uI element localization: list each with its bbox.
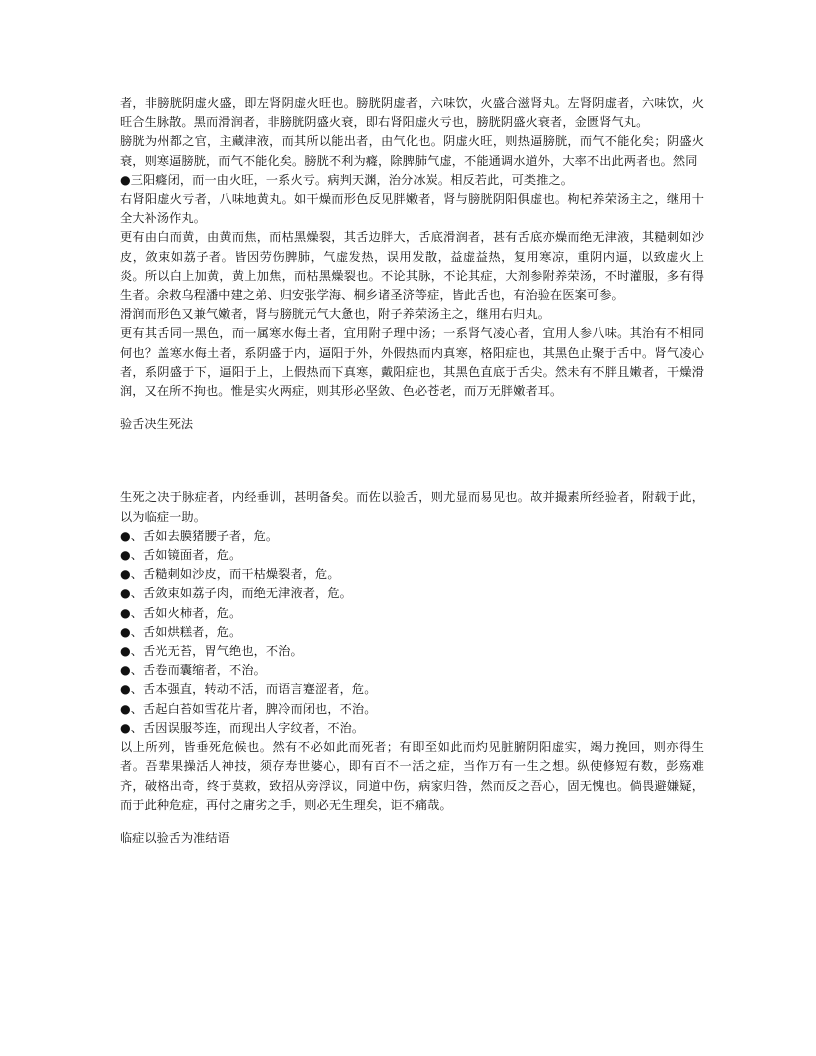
section-life-death-tongue (120, 488, 704, 814)
paragraph: 更有其舌同一黑色，而一属寒水侮土者，宜用附子理中汤；一系肾气凌心者，宜用人参八味。其治有不相同何也？盖寒水侮土者，系阴盛于内，逼阳于外，外假热而内真寒，格阳症也，其黑色止聚于舌中。肾气凌心者，系阴盛于下，逼阳于上，上假热而下真寒，戴阳症也，其黑色直底于舌尖。然未有不胖且嫩者，干燥滑润，又在所不拘也。惟是实火两症，则其形必坚敛、色必苍老，而万无胖嫩者耳。 (120, 326, 704, 399)
list-item: ●、舌起白苔如雪花片者，脾冷而闭也，不治。 (120, 701, 377, 716)
intro-paragraph: 生死之决于脉症者，内经垂训，甚明备矣。而佐以验舌，则尤显而易见也。故并撮素所经验者，附载于此，以为临症一助。 (120, 490, 704, 524)
list-item: ●、舌光无苔，胃气绝也，不治。 (120, 644, 303, 659)
paragraph: 膀胱为州都之官，主藏津液，而其所以能出者，由气化也。阴虚火旺，则热逼膀胱，而气不能化矣；阴盛火衰，则寒逼膀胱，而气不能化矣。膀胱不利为癃，除脾肺气虚，不能通调水道外，大率不出此两者也。然同 (120, 134, 704, 168)
paragraph: ●三阳癃闭，而一由火旺，一系火亏。病判天渊，治分冰炭。相反若此，可类推之。 (120, 172, 574, 187)
list-item: ●、舌糙刺如沙皮，而干枯燥裂者，危。 (120, 567, 340, 582)
list-item: ●、舌如火柿者，危。 (120, 605, 242, 620)
list-item: ●、舌卷而囊缩者，不治。 (120, 663, 266, 678)
paragraph: 者，非膀胱阴虚火盛，即左肾阴虚火旺也。膀胱阴虚者，六味饮，火盛合滋肾丸。左肾阴虚者，六味饮，火旺合生脉散。黑而滑润者，非膀胱阴盛火衰，即右肾阳虚火亏也，膀胱阴盛火衰者，金匮肾气丸。 (120, 96, 704, 130)
section-heading: 临症以验舌为准结语 (120, 830, 230, 845)
list-item: ●、舌如镜面者，危。 (120, 548, 242, 563)
paragraph: 更有由白而黄，由黄而焦，而枯黑燥裂，其舌边胖大，舌底滑润者，甚有舌底亦燥而绝无津液，其糙刺如沙皮，敛束如荔子者。皆因劳伤脾肺，气虚发热，误用发散，益虚益热，复用寒凉，重阴内逼，以致虚火上炎。所以白上加黄，黄上加焦，而枯黑燥裂也。不论其脉，不论其症，大剂参附养荣汤，不时灌服，多有得生者。余救乌程潘中建之弟、归安张学海、桐乡诸圣济等症，皆此舌也，有治验在医案可参。 (120, 230, 704, 303)
section-heading: 验舌决生死法 (120, 417, 194, 432)
list-item: ●、舌敛束如荔子肉，而绝无津液者，危。 (120, 586, 352, 601)
section-tongue-color-treatment (120, 94, 704, 401)
document-page (120, 94, 704, 848)
list-item: ●、舌本强直，转动不活，而语言蹇涩者，危。 (120, 682, 377, 697)
list-item: ●、舌因误服芩连，而现出人字纹者，不治。 (120, 720, 365, 735)
paragraph: 滑润而形色又兼气嫩者，肾与膀胱元气大惫也，附子养荣汤主之，继用右归丸。 (120, 307, 551, 322)
conclusion-paragraph: 以上所列，皆垂死危候也。然有不必如此而死者；有即至如此而灼见脏腑阴阳虚实，竭力挽回，则亦得生者。吾辈果操活人神技，须存寿世婆心，即有百不一活之症，当作万有一生之想。纵使修短有数，彭殇难齐，破格出奇，终于莫救，致招从旁浮议，同道中伤，病家归咎，然而反之吾心，固无愧也。倘畏避嫌疑，而于此种危症，再付之庸劣之手，则必无生理矣，讵不痛哉。 (120, 740, 704, 812)
paragraph: 右肾阳虚火亏者，八味地黄丸。如干燥而形色反见胖嫩者，肾与膀胱阴阳俱虚也。枸杞养荣汤主之，继用十全大补汤作丸。 (120, 192, 704, 226)
list-item: ●、舌如烘糕者，危。 (120, 624, 242, 639)
list-item: ●、舌如去膜猪腰子者，危。 (120, 528, 279, 543)
